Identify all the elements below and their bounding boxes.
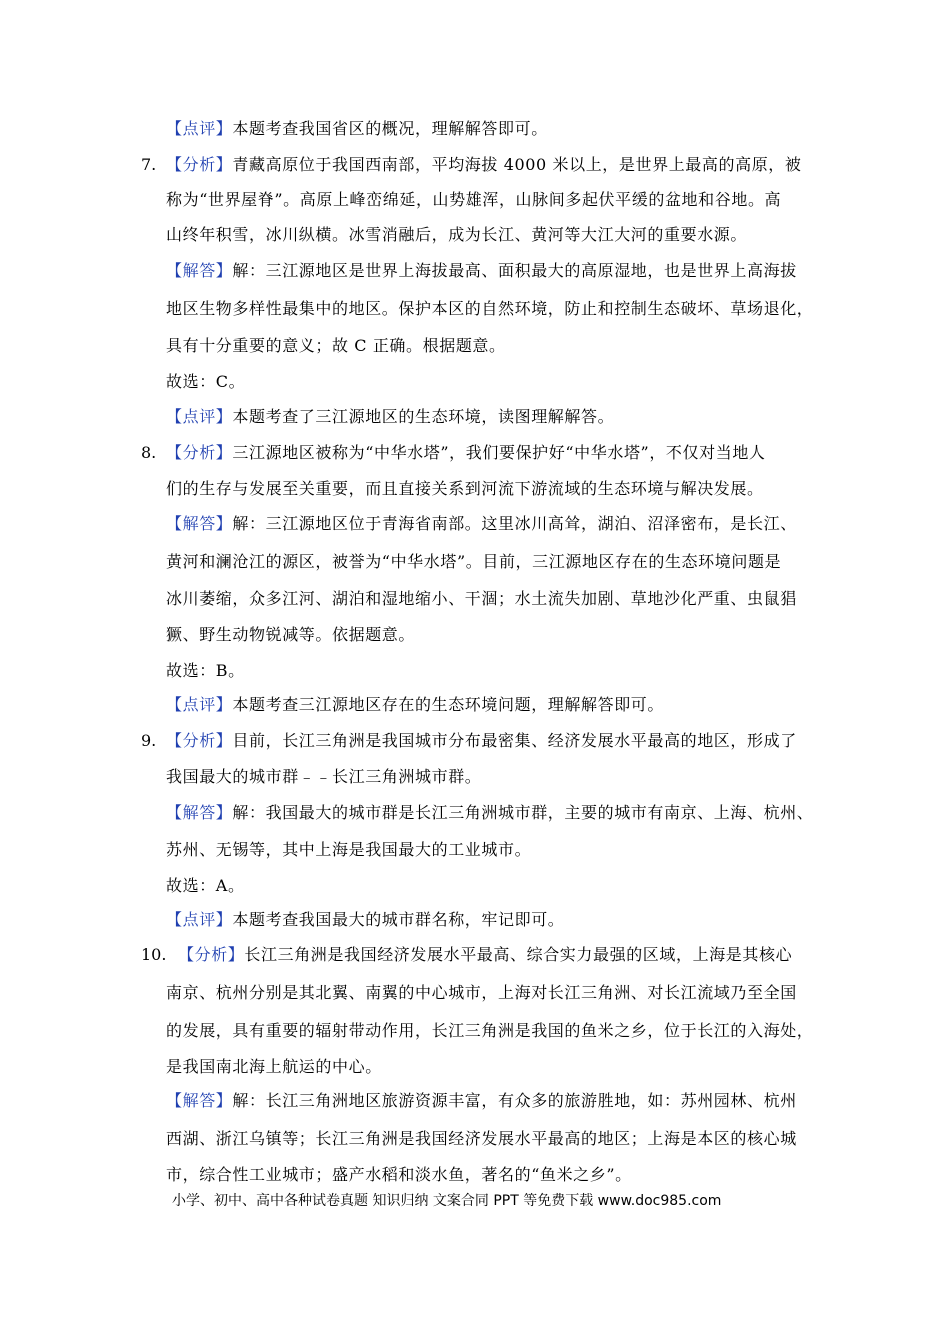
q7-analysis-line: 山终年积雪，冰川纵横。冰雪消融后，成为长江、黄河等大江大河的重要水源。: [166, 225, 748, 244]
q7-answer-line: 【解答】解：三江源地区是世界上海拔最高、面积最大的高原湿地，也是世界上高海拔: [166, 261, 797, 280]
q10-analysis-line: 【分析】长江三角洲是我国经济发展水平最高、综合实力最强的区域，上海是其核心: [178, 945, 793, 964]
answer-tag: 【解答】: [166, 514, 233, 533]
review-tag: 【点评】: [166, 695, 233, 714]
q9-review: 【点评】本题考查我国最大的城市群名称，牢记即可。: [166, 910, 565, 929]
q8-analysis-line: 【分析】三江源地区被称为“中华水塔”，我们要保护好“中华水塔”，不仅对当地人: [166, 443, 766, 462]
q8-answer-line: 獗、野生动物锐减等。依据题意。: [166, 625, 416, 644]
q9-choice: 故选：A。: [166, 876, 245, 895]
q10-analysis-line: 是我国南北海上航运的中心。: [166, 1057, 382, 1076]
q10-answer-line: 【解答】解：长江三角洲地区旅游资源丰富，有众多的旅游胜地，如：苏州园林、杭州: [166, 1091, 797, 1110]
question-number: 7.: [141, 155, 157, 174]
q7-analysis-line: 称为“世界屋脊”。高原上峰峦绵延，山势雄浑，山脉间多起伏平缓的盆地和谷地。高: [166, 190, 782, 209]
q7-answer-line: 具有十分重要的意义；故 C 正确。根据题意。: [166, 336, 506, 355]
q9-analysis-line: 【分析】目前，长江三角洲是我国城市分布最密集、经济发展水平最高的地区，形成了: [166, 731, 797, 750]
q6-review: 【点评】本题考查我国省区的概况，理解解答即可。: [166, 119, 548, 138]
answer-tag: 【解答】: [166, 803, 233, 822]
q8-review: 【点评】本题考查三江源地区存在的生态环境问题，理解解答即可。: [166, 695, 665, 714]
q10-answer-line: 市，综合性工业城市；盛产水稻和淡水鱼，著名的“鱼米之乡”。: [166, 1165, 632, 1184]
answer-tag: 【解答】: [166, 261, 233, 280]
q10-answer-line: 西湖、浙江乌镇等；长江三角洲是我国经济发展水平最高的地区；上海是本区的核心城: [166, 1129, 797, 1148]
question-number: 8.: [141, 443, 157, 462]
analysis-tag: 【分析】: [166, 155, 233, 174]
q9-analysis-line: 我国最大的城市群﹣﹣长江三角洲城市群。: [166, 767, 482, 786]
review-tag: 【点评】: [166, 910, 233, 929]
review-tag: 【点评】: [166, 119, 233, 138]
analysis-tag: 【分析】: [166, 731, 233, 750]
review-tag: 【点评】: [166, 407, 233, 426]
answer-tag: 【解答】: [166, 1091, 233, 1110]
analysis-tag: 【分析】: [178, 945, 245, 964]
q10-analysis-line: 南京、杭州分别是其北翼、南翼的中心城市，上海对长江三角洲、对长江流域乃至全国: [166, 983, 797, 1002]
question-number: 9.: [141, 731, 157, 750]
page-footer: 小学、初中、高中各种试卷真题 知识归纳 文案合同 PPT 等免费下载 www.doc985.com: [172, 1193, 722, 1209]
analysis-tag: 【分析】: [166, 443, 233, 462]
q7-choice: 故选：C。: [166, 372, 246, 391]
q7-analysis-line: 【分析】青藏高原位于我国西南部，平均海拔 4000 米以上，是世界上最高的高原，被: [166, 155, 802, 174]
q7-answer-line: 地区生物多样性最集中的地区。保护本区的自然环境，防止和控制生态破坏、草场退化，: [166, 299, 814, 318]
q8-answer-line: 【解答】解：三江源地区位于青海省南部。这里冰川高耸，湖泊、沼泽密布，是长江、: [166, 514, 797, 533]
q9-answer-line: 【解答】解：我国最大的城市群是长江三角洲城市群，主要的城市有南京、上海、杭州、: [166, 803, 814, 822]
question-number: 10.: [141, 945, 167, 964]
q9-answer-line: 苏州、无锡等，其中上海是我国最大的工业城市。: [166, 840, 532, 859]
q8-answer-line: 冰川萎缩，众多江河、湖泊和湿地缩小、干涸；水土流失加剧、草地沙化严重、虫鼠猖: [166, 589, 797, 608]
q8-analysis-line: 们的生存与发展至关重要，而且直接关系到河流下游流域的生态环境与解决发展。: [166, 479, 764, 498]
q8-choice: 故选：B。: [166, 661, 245, 680]
q7-review: 【点评】本题考查了三江源地区的生态环境，读图理解解答。: [166, 407, 615, 426]
q8-answer-line: 黄河和澜沧江的源区，被誉为“中华水塔”。目前，三江源地区存在的生态环境问题是: [166, 552, 782, 571]
q10-analysis-line: 的发展，具有重要的辐射带动作用，长江三角洲是我国的鱼米之乡，位于长江的入海处，: [166, 1021, 814, 1040]
